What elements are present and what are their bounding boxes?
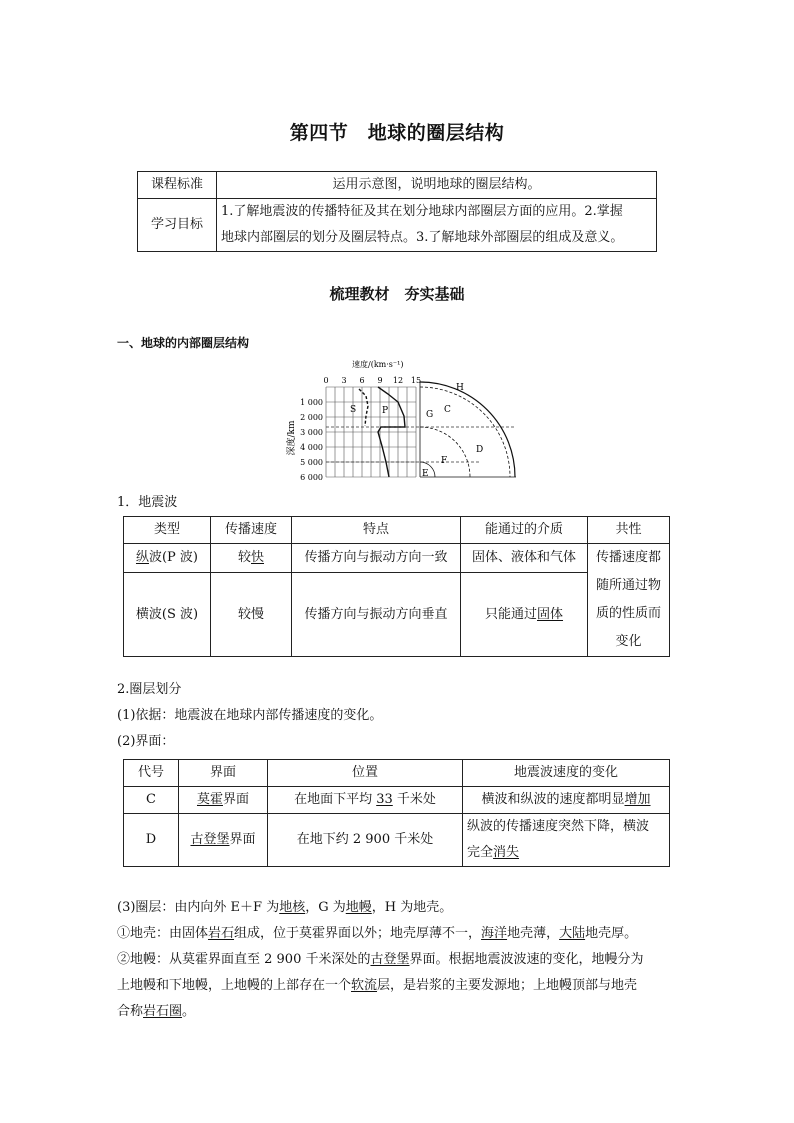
earth-structure-diagram: [280, 356, 520, 482]
division-heading: 2.圈层划分: [117, 682, 182, 697]
answer-underline: 岩石: [208, 926, 235, 941]
text-span: 组成，位于莫霍界面以外；地壳厚薄不一，: [234, 926, 482, 941]
layer-label: F: [441, 456, 448, 466]
layer-label: H: [456, 383, 464, 393]
table-row: [124, 544, 670, 573]
answer-underline: 固体: [537, 606, 564, 622]
answer-underline: 纵: [135, 550, 149, 565]
text-span: 合称: [117, 1004, 144, 1019]
wave-speed-cell: 较慢: [211, 573, 292, 657]
answer-underline: 33: [376, 792, 393, 807]
wave-feature-cell: 传播方向与振动方向一致: [292, 544, 461, 573]
table-header: 界面: [179, 760, 268, 787]
y-tick-label: 5 000: [300, 458, 323, 467]
wave-speed-cell: [211, 544, 292, 573]
change-text: 横波和纵波的速度都明显: [481, 792, 625, 807]
wave-feature-cell: 传播方向与振动方向垂直: [292, 573, 461, 657]
text-span: ②地幔：从莫霍界面直至 2 900 千米深处的: [117, 952, 371, 967]
common-trait-line: 传播速度都: [595, 550, 661, 565]
answer-underline: 地幔: [345, 900, 372, 915]
table-row: [124, 787, 670, 814]
x-tick-label: 0: [323, 376, 329, 385]
boundary-name: [179, 787, 268, 814]
depth-axis-label: 深度/km: [287, 420, 297, 456]
plot-grid: [326, 387, 416, 477]
p-wave-label: P: [382, 406, 389, 416]
objectives-line: 1.了解地震波的传播特征及其在划分地球内部圈层方面的应用。2.掌握: [221, 204, 623, 219]
table-row: [138, 172, 657, 199]
answer-underline: 大陆: [559, 926, 586, 941]
boundary-position: [268, 787, 463, 814]
standards-table: [137, 171, 657, 252]
seismic-wave-table: [123, 516, 670, 657]
text-span: 地壳薄，: [507, 926, 560, 941]
text-span: (3)圈层：由内向外 E＋F 为: [117, 900, 280, 915]
table-header: 共性: [588, 517, 670, 544]
page-title: 第四节 地球的圈层结构: [289, 122, 505, 144]
common-trait-line: 质的性质而: [595, 606, 661, 621]
table-row: [124, 814, 670, 867]
table-row: [124, 517, 670, 544]
y-tick-label: 1 000: [300, 398, 323, 407]
answer-underline: 古登堡: [370, 952, 410, 967]
layers-line: [117, 895, 682, 921]
table-row: [138, 199, 657, 252]
answer-underline: 海洋: [481, 926, 508, 941]
layer-label: E: [422, 469, 429, 479]
table-header: 位置: [268, 760, 463, 787]
wave-type-cell: 横波(S 波): [124, 573, 211, 657]
answer-underline: 古登堡: [190, 832, 230, 847]
table-header: 传播速度: [211, 517, 292, 544]
standards-text: 运用示意图，说明地球的圈层结构。: [217, 172, 657, 199]
s-wave-curve: [359, 389, 368, 426]
boundary-code: C: [124, 787, 179, 814]
text-span: ，G 为: [305, 900, 346, 915]
table-header: 地震波速度的变化: [463, 760, 670, 787]
mantle-line: [117, 973, 687, 999]
answer-underline: 消失: [493, 845, 520, 860]
text-span: 上地幔和下地幔，上地幔的上部存在一个: [117, 978, 352, 993]
crust-line: [117, 921, 687, 947]
mantle-line: [117, 999, 682, 1025]
boundary-intro: (2)界面：: [117, 734, 175, 749]
x-tick-label: 15: [410, 376, 422, 385]
boundary-table: [123, 759, 670, 867]
change-line: [467, 840, 665, 866]
mantle-line: [117, 947, 687, 973]
y-tick-label: 4 000: [300, 443, 323, 452]
wave-medium-text: 只能通过: [484, 606, 537, 622]
speed-axis-label: 速度/(km·s⁻¹): [352, 360, 404, 369]
boundary-change: [463, 787, 670, 814]
answer-underline: 岩石圈: [143, 1004, 183, 1019]
common-trait-line: 随所通过物: [595, 578, 661, 593]
y-tick-label: 6 000: [300, 473, 323, 482]
change-text: 完全: [467, 845, 494, 860]
section-title: 梳理教材 夯实基础: [329, 285, 465, 303]
text-span: 界面。根据地震波波速的变化，地幔分为: [409, 952, 644, 967]
wave-medium-cell: [461, 573, 588, 657]
answer-underline: 地核: [279, 900, 306, 915]
objectives-label: 学习目标: [138, 199, 217, 252]
objectives-line: 地球内部圈层的划分及圈层特点。3.了解地球外部圈层的组成及意义。: [221, 230, 624, 245]
x-tick-label: 6: [359, 376, 365, 385]
text-span: 。: [182, 1004, 196, 1019]
x-tick-label: 3: [341, 376, 347, 385]
boundary-position: 在地下约 2 900 千米处: [268, 814, 463, 867]
wave-medium-cell: 固体、液体和气体: [461, 544, 588, 573]
text-span: 层，是岩浆的主要发源地；上地幔顶部与地壳: [377, 978, 638, 993]
layer-label: C: [444, 405, 451, 415]
x-tick-label: 9: [377, 376, 383, 385]
basis-text: (1)依据：地震波在地球内部传播速度的变化。: [117, 708, 383, 723]
answer-underline: 快: [251, 550, 265, 565]
standards-label: 课程标准: [138, 172, 217, 199]
x-tick-label: 12: [392, 376, 404, 385]
layer-label: D: [476, 445, 484, 455]
text-span: 地壳厚。: [585, 926, 638, 941]
surface-arc: [420, 382, 515, 477]
position-text: 在地面下平均: [294, 792, 377, 807]
boundary-name: [179, 814, 268, 867]
y-tick-label: 3 000: [300, 428, 323, 437]
table-header: 特点: [292, 517, 461, 544]
part1-heading: 一、地球的内部圈层结构: [117, 336, 250, 350]
boundary-change: [463, 814, 670, 867]
seismic-heading: 1．地震波: [117, 495, 178, 510]
text-span: ，H 为地壳。: [371, 900, 453, 915]
boundary-name-text: 界面: [223, 792, 250, 807]
boundary-code: D: [124, 814, 179, 867]
layer-label: G: [426, 410, 434, 420]
common-trait-line: 变化: [615, 634, 642, 649]
y-tick-label: 2 000: [300, 413, 323, 422]
text-span: ①地壳：由固体: [117, 926, 209, 941]
table-header: 代号: [124, 760, 179, 787]
wave-type-cell: [124, 544, 211, 573]
change-line: 纵波的传播速度突然下降，横波: [467, 819, 650, 834]
table-header: 类型: [124, 517, 211, 544]
position-text: 千米处: [392, 792, 436, 807]
objectives-text: [217, 199, 657, 252]
table-row: [124, 760, 670, 787]
boundary-name-text: 界面: [229, 832, 256, 847]
answer-underline: 莫霍: [196, 792, 223, 807]
table-header: 能通过的介质: [461, 517, 588, 544]
wave-speed-text: 较: [237, 550, 251, 565]
moho-arc: [420, 387, 510, 477]
answer-underline: 软流: [351, 978, 378, 993]
answer-underline: 增加: [624, 792, 651, 807]
common-trait-cell: [588, 544, 670, 657]
wave-type-text: 波(P 波): [148, 550, 199, 565]
s-wave-label: S: [350, 405, 357, 415]
